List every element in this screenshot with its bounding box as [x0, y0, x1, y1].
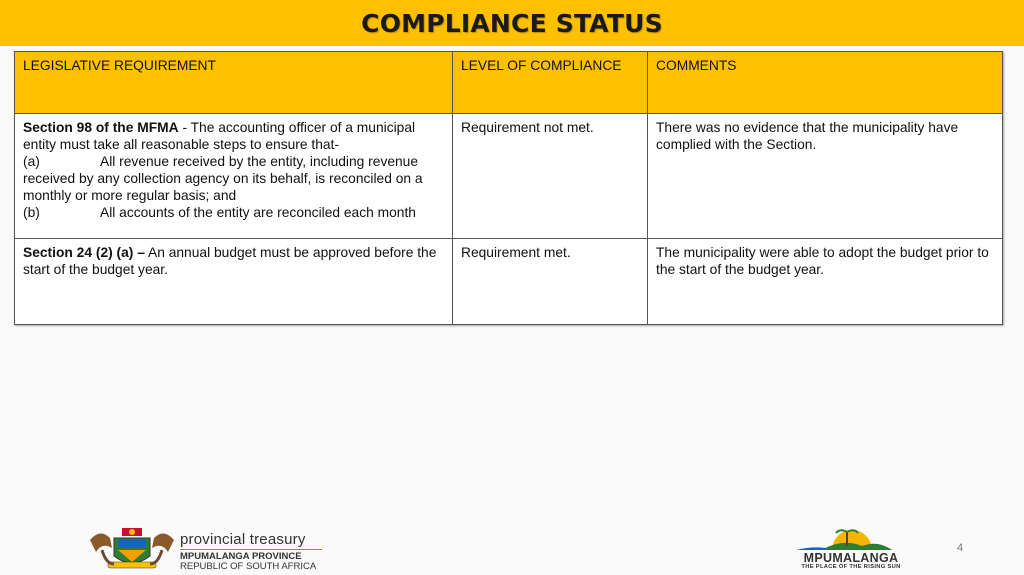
requirement-section: Section 24 (2) (a) – [23, 245, 145, 260]
mpumalanga-logo [792, 524, 910, 572]
provincial-treasury-logo [88, 526, 338, 572]
header-legislative-requirement: LEGISLATIVE REQUIREMENT [15, 52, 453, 114]
requirement-cell [15, 114, 453, 239]
header-comments: COMMENTS [648, 52, 1003, 114]
slide-title: COMPLIANCE STATUS [361, 8, 663, 38]
table-header-row [15, 52, 1003, 114]
rising-sun-icon [792, 524, 910, 552]
requirement-text: An annual budget must be approved before the start of the budget year. [23, 245, 437, 277]
treasury-divider [180, 549, 322, 550]
brand-tagline: THE PLACE OF THE RISING SUN [801, 564, 901, 570]
compliance-table [14, 51, 1003, 325]
sub-item-label: (a) [23, 154, 40, 169]
compliance-cell: Requirement not met. [453, 114, 648, 239]
treasury-name: provincial treasury [180, 531, 306, 548]
title-bar [0, 0, 1024, 46]
requirement-cell [15, 239, 453, 325]
coat-of-arms-icon [88, 526, 176, 572]
treasury-province: MPUMALANGA PROVINCE [180, 551, 302, 562]
sub-item-label: (b) [23, 205, 40, 220]
sub-item-text: All accounts of the entity are reconciled each month [100, 205, 416, 220]
sub-item-text: All revenue received by the entity, including revenue received by any collection agency on its behalf, is reconciled on a monthly or more regular basis; and [23, 154, 423, 203]
requirement-section: Section 98 of the MFMA [23, 120, 179, 135]
header-level-of-compliance: LEVEL OF COMPLIANCE [453, 52, 648, 114]
requirement-text: - The accounting officer of a municipal entity must take all reasonable steps to ensure that- [23, 120, 416, 152]
table-row [15, 114, 1003, 239]
compliance-cell: Requirement met. [453, 239, 648, 325]
sub-item [23, 204, 444, 221]
brand-name: MPUMALANGA [803, 551, 899, 565]
table-row [15, 239, 1003, 325]
comment-cell: There was no evidence that the municipality have complied with the Section. [648, 114, 1003, 239]
treasury-republic: REPUBLIC OF SOUTH AFRICA [180, 561, 317, 572]
comment-cell: The municipality were able to adopt the budget prior to the start of the budget year. [648, 239, 1003, 325]
page-number: 4 [957, 542, 964, 554]
sub-item [23, 153, 444, 204]
